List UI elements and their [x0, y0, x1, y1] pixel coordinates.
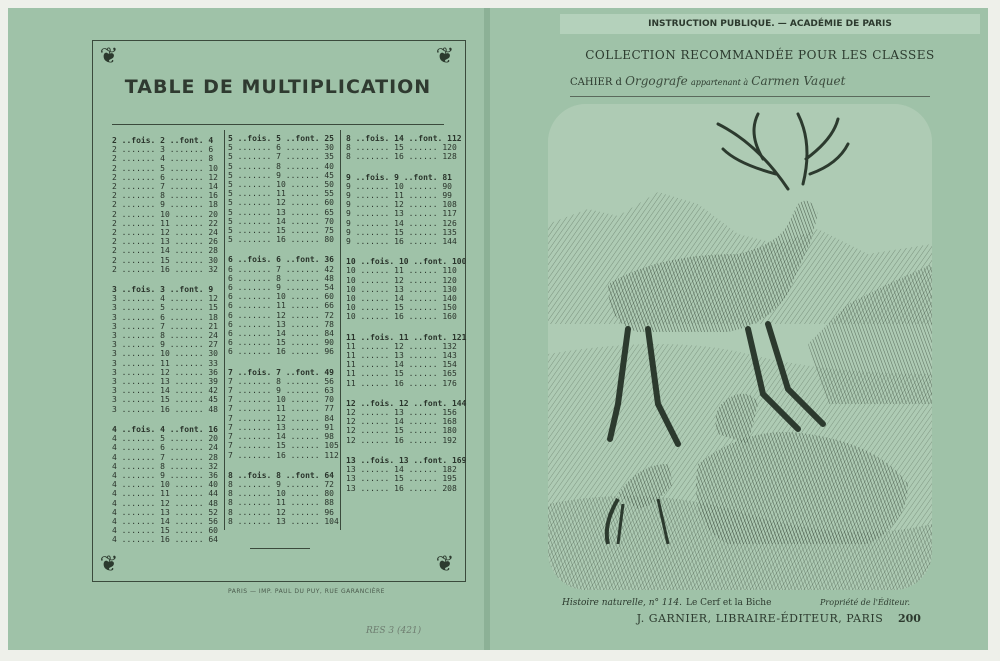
table-row: 5 ....... 11 ...... 55: [228, 189, 334, 199]
table-row: 9 ....... 11 ...... 99: [346, 191, 452, 201]
table-row: 3 ....... 11 ...... 33: [112, 358, 218, 368]
table-group-header: 5 ..fois. 5 ..font. 25: [228, 134, 334, 143]
table-row: 8 ....... 13 ...... 104: [228, 516, 339, 526]
table-row: 5 ....... 15 ...... 75: [228, 226, 334, 236]
table-row: 4 ....... 16 ...... 64: [112, 535, 218, 545]
table-row: 12 ...... 15 ...... 180: [346, 426, 457, 436]
table-row: 7 ....... 13 ...... 91: [228, 422, 334, 432]
table-row: 4 ....... 8 ....... 32: [112, 461, 218, 471]
cahier-label: CAHIER d: [570, 77, 622, 88]
table-row: 10 ...... 13 ...... 130: [346, 284, 457, 294]
table-row: 2 ....... 3 ....... 6: [112, 145, 214, 155]
caption-rights: Propriété de l'Éditeur.: [820, 598, 911, 607]
table-row: 10 ...... 12 ...... 120: [346, 275, 457, 285]
table-row: 8 ....... 9 ....... 72: [228, 479, 334, 489]
table-row: 2 ....... 12 ...... 24: [112, 228, 218, 238]
table-row: 3 ....... 5 ....... 15: [112, 303, 218, 313]
page-title: TABLE DE MULTIPLICATION: [124, 76, 432, 98]
header-banner: INSTRUCTION PUBLIQUE. — ACADÉMIE DE PARIS: [560, 14, 980, 34]
table-row: 2 ....... 10 ...... 20: [112, 209, 218, 219]
table-row: 5 ....... 8 ....... 40: [228, 161, 334, 171]
table-row: 5 ....... 7 ....... 35: [228, 152, 334, 162]
table-row: 10 ...... 11 ...... 110: [346, 266, 457, 276]
table-row: 3 ....... 6 ....... 18: [112, 312, 218, 322]
table-row: 3 ....... 7 ....... 21: [112, 321, 218, 331]
table-row: 4 ....... 11 ...... 44: [112, 489, 218, 499]
table-group-header: 10 ..fois. 10 ..font. 100: [346, 257, 467, 267]
table-row: 11 ...... 16 ...... 176: [346, 378, 457, 388]
table-group: [228, 367, 339, 460]
table-row: 4 ....... 10 ...... 40: [112, 480, 218, 490]
table-row: 3 ....... 12 ...... 36: [112, 367, 218, 377]
archive-mark: RES 3 (421): [366, 626, 422, 636]
table-row: 2 ....... 16 ...... 32: [112, 264, 218, 274]
ornament-top-right-icon: ❦: [435, 44, 455, 69]
table-row: 5 ....... 13 ...... 65: [228, 207, 334, 217]
table-row: 6 ....... 15 ...... 90: [228, 338, 334, 348]
table-group: [112, 136, 220, 274]
table-group: [228, 255, 336, 356]
table-row: 4 ....... 15 ...... 60: [112, 526, 218, 536]
table-row: 7 ....... 16 ...... 112: [228, 450, 339, 460]
table-row: 11 ...... 15 ...... 165: [346, 369, 457, 379]
table-row: 7 ....... 12 ...... 84: [228, 413, 334, 423]
table-row: 2 ....... 5 ....... 10: [112, 163, 218, 173]
table-row: 7 ....... 9 ....... 63: [228, 386, 334, 396]
table-row: 4 ....... 7 ....... 28: [112, 452, 218, 462]
table-row: 9 ....... 16 ...... 144: [346, 237, 457, 247]
table-row: 2 ....... 6 ....... 12: [112, 172, 218, 182]
table-row: 11 ...... 14 ...... 154: [346, 360, 457, 370]
table-row: 4 ....... 14 ...... 56: [112, 516, 218, 526]
table-row: 9 ....... 14 ...... 126: [346, 218, 457, 228]
collection-heading: COLLECTION RECOMMANDÉE POUR LES CLASSES: [585, 48, 935, 62]
table-row: 13 ...... 14 ...... 182: [346, 465, 457, 475]
table-row: 7 ....... 14 ...... 98: [228, 432, 334, 442]
table-group-header: 6 ..fois. 6 ..font. 36: [228, 255, 334, 265]
cahier-subject: Orgografe: [625, 74, 688, 88]
table-row: 12 ...... 16 ...... 192: [346, 435, 457, 445]
table-row: 9 ....... 13 ...... 117: [346, 209, 457, 219]
table-row: 10 ...... 14 ...... 140: [346, 294, 457, 304]
table-row: 4 ....... 13 ...... 52: [112, 507, 218, 517]
table-row: 2 ....... 14 ...... 28: [112, 246, 218, 256]
table-row: 2 ....... 4 ....... 8: [112, 154, 214, 164]
table-row: 3 ....... 4 ....... 12: [112, 294, 218, 304]
table-row: 13 ...... 15 ...... 195: [346, 474, 457, 484]
table-row: 6 ....... 10 ...... 60: [228, 292, 334, 302]
ornament-bottom-right-icon: ❦: [435, 552, 455, 577]
deer-engraving: [548, 104, 932, 590]
table-row: 3 ....... 10 ...... 30: [112, 349, 218, 359]
table-column-2: [228, 134, 339, 537]
table-group-header: 2 ..fois. 2 ..font. 4: [112, 136, 214, 145]
table-group: [346, 134, 462, 162]
table-row: 9 ....... 12 ...... 108: [346, 200, 457, 210]
cahier-underline: [570, 96, 930, 97]
cahier-owner: Carmen Vaquet: [751, 74, 846, 88]
table-group-header: 4 ..fois. 4 ..font. 16: [112, 424, 218, 434]
table-group: [346, 332, 467, 388]
table-row: 6 ....... 7 ....... 42: [228, 264, 334, 274]
table-row: 11 ...... 12 ...... 132: [346, 341, 457, 351]
item-number: 200: [898, 612, 921, 625]
table-row: 8 ....... 15 ...... 120: [346, 143, 457, 153]
table-row: 8 ....... 11 ...... 88: [228, 498, 334, 508]
table-group: [346, 455, 467, 493]
table-row: 11 ...... 13 ...... 143: [346, 351, 457, 361]
table-row: 4 ....... 12 ...... 48: [112, 498, 218, 508]
table-row: 7 ....... 15 ...... 105: [228, 441, 339, 451]
column-divider: [224, 130, 225, 530]
table-row: 3 ....... 16 ...... 48: [112, 404, 218, 414]
table-row: 4 ....... 6 ....... 24: [112, 443, 218, 453]
table-group: [228, 470, 339, 526]
table-row: 2 ....... 11 ...... 22: [112, 218, 218, 228]
table-row: 10 ...... 16 ...... 160: [346, 312, 457, 322]
table-row: 5 ....... 12 ...... 60: [228, 198, 334, 208]
table-row: 3 ....... 13 ...... 39: [112, 377, 218, 387]
table-row: 7 ....... 11 ...... 77: [228, 404, 334, 414]
publisher-line: J. GARNIER, LIBRAIRE-ÉDITEUR, PARIS: [636, 612, 884, 625]
caption-title: Le Cerf et la Biche: [686, 598, 772, 608]
table-row: 6 ....... 8 ....... 48: [228, 273, 334, 283]
table-row: 3 ....... 14 ...... 42: [112, 386, 218, 396]
table-group-header: 9 ..fois. 9 ..font. 81: [346, 172, 452, 182]
table-group-header: 8 ..fois. 8 ..font. 64: [228, 470, 334, 480]
table-row: 4 ....... 5 ....... 20: [112, 434, 218, 444]
table-group-header: 12 ..fois. 12 ..font. 144: [346, 398, 467, 408]
table-group-header: 11 ..fois. 11 ..font. 121: [346, 332, 467, 342]
table-row: 2 ....... 13 ...... 26: [112, 237, 218, 247]
table-row: 6 ....... 9 ....... 54: [228, 283, 334, 293]
table-row: 6 ....... 11 ...... 66: [228, 301, 334, 311]
table-row: 12 ...... 13 ...... 156: [346, 408, 457, 418]
table-row: 5 ....... 10 ...... 50: [228, 180, 334, 190]
table-row: 8 ....... 10 ...... 80: [228, 489, 334, 499]
table-column-1: [112, 136, 220, 556]
table-row: 8 ....... 16 ...... 128: [346, 152, 457, 162]
table-row: 5 ....... 6 ....... 30: [228, 143, 334, 153]
table-group: [228, 134, 336, 244]
table-row: 9 ....... 10 ...... 90: [346, 181, 452, 191]
title-rule: [112, 124, 444, 125]
table-row: 6 ....... 12 ...... 72: [228, 310, 334, 320]
table-row: 6 ....... 16 ...... 96: [228, 347, 334, 357]
table-row: 5 ....... 16 ...... 80: [228, 235, 334, 245]
table-row: 2 ....... 7 ....... 14: [112, 182, 218, 192]
table-row: 6 ....... 14 ...... 84: [228, 329, 334, 339]
table-group: [346, 398, 467, 445]
table-row: 5 ....... 14 ...... 70: [228, 216, 334, 226]
printer-imprint: PARIS — IMP. PAUL DU PUY, RUE GARANCIÈRE: [228, 588, 385, 595]
table-row: 7 ....... 8 ....... 56: [228, 376, 334, 386]
footer-flourish: [250, 548, 310, 549]
ornament-bottom-left-icon: ❦: [99, 552, 119, 577]
table-group: [346, 257, 467, 322]
table-row: 2 ....... 15 ...... 30: [112, 255, 218, 265]
table-row: 10 ...... 15 ...... 150: [346, 303, 457, 313]
table-group: [112, 425, 220, 545]
caption-series: Histoire naturelle, n° 114.: [562, 598, 682, 608]
table-group: [346, 173, 456, 247]
table-group-header: 8 ..fois. 14 ..font. 112: [346, 134, 462, 143]
table-group-header: 7 ..fois. 7 ..font. 49: [228, 367, 334, 377]
table-row: 6 ....... 13 ...... 78: [228, 319, 334, 329]
table-row: 13 ...... 16 ...... 208: [346, 483, 457, 493]
table-row: 3 ....... 9 ....... 27: [112, 340, 218, 350]
table-column-3: [346, 134, 467, 504]
table-row: 12 ...... 14 ...... 168: [346, 417, 457, 427]
table-row: 3 ....... 8 ....... 24: [112, 331, 218, 341]
table-row: 2 ....... 9 ....... 18: [112, 200, 218, 210]
cahier-line: [570, 74, 950, 88]
ornament-top-left-icon: ❦: [99, 44, 119, 69]
table-group: [112, 285, 220, 414]
table-row: 5 ....... 9 ....... 45: [228, 170, 334, 180]
table-row: 4 ....... 9 ....... 36: [112, 470, 218, 480]
table-group-header: 13 ..fois. 13 ..font. 169: [346, 455, 467, 465]
table-row: 2 ....... 8 ....... 16: [112, 191, 218, 201]
table-group-header: 3 ..fois. 3 ..font. 9: [112, 285, 214, 295]
table-row: 8 ....... 12 ...... 96: [228, 507, 334, 517]
column-divider: [340, 130, 341, 530]
table-row: 3 ....... 15 ...... 45: [112, 395, 218, 405]
cahier-middle: appartenant à: [690, 78, 749, 87]
table-row: 7 ....... 10 ...... 70: [228, 395, 334, 405]
deer-engraving-illustration: [548, 104, 932, 590]
table-row: 9 ....... 15 ...... 135: [346, 227, 457, 237]
